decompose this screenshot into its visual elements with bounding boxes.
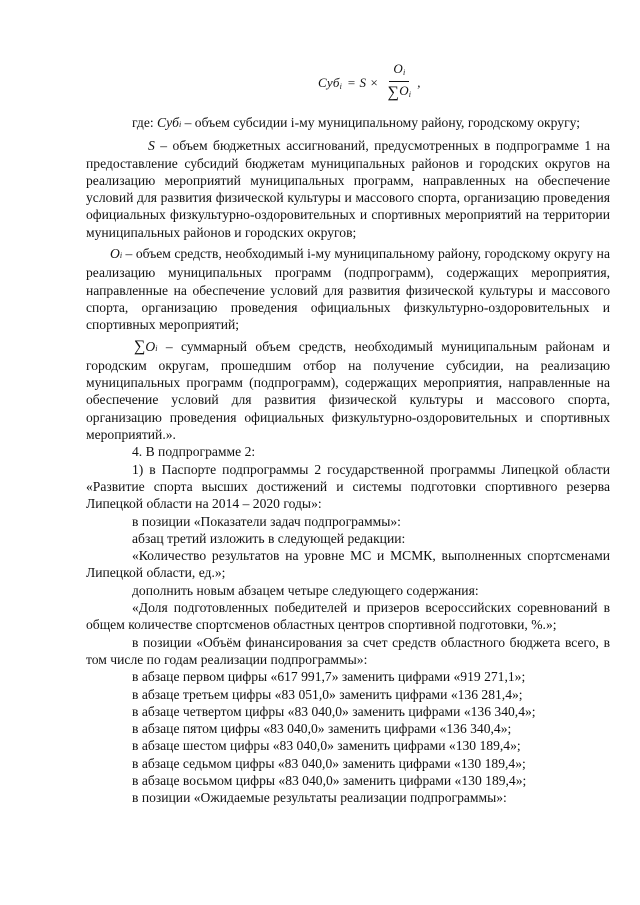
paragraph-definition-s: S – объем бюджетных ассигнований, предусмотренных в подпрограмме 1 на предоставление субсидий бюджетам муниципальных районов и городских округов на реализацию мероприятий муниципальных программ, направленных на обеспечение условий для развития физической культуры и массового спорта, организацию проведения официальных физкультурно-оздоровительных и спортивных мероприятий на территории муниципальных районов и городских округов; (86, 138, 610, 240)
paragraph-add-abzac: дополнить новым абзацем четыре следующего содержания: (132, 582, 479, 598)
formula-fraction (386, 62, 414, 103)
formula-denominator: $\sum O_i$ (387, 83, 412, 101)
paragraph-definition-subsidy: где: Субi – объем субсидии i-му муниципальному району, городскому округу; (132, 115, 581, 130)
paragraph-expected-results: в позиции «Ожидаемые результаты реализации подпрограммы»: (132, 790, 507, 806)
paragraph-replace-5: в абзаце пятом цифры «83 040,0» заменить цифрами «136 340,4»; (132, 721, 512, 737)
paragraph-replace-4: в абзаце четвертом цифры «83 040,0» заменить цифрами «136 340,4»; (132, 703, 536, 719)
paragraph-replace-7: в абзаце седьмом цифры «83 040,0» заменить цифрами «130 189,4»; (132, 755, 526, 771)
paragraph-financing-position: в позиции «Объём финансирования за счет средств областного бюджета всего, в том числе по годам реализации подпрограммы»: (86, 634, 610, 667)
paragraph-third-abzac: абзац третий изложить в следующей редакции: (132, 530, 406, 546)
paragraph-replace-6: в абзаце шестом цифры «83 040,0» заменить цифрами «130 189,4»; (132, 738, 521, 754)
formula-numerator: $O_i$ (389, 62, 409, 82)
paragraph-definition-sum-oi: ∑Oi – суммарный объем средств, необходимый муниципальным районам и городским округам, прошедшим отбор на получение субсидии, на реализацию муниципальных программ (подпрограмм), содержащих мероприятия, направленные на обеспечение условий для развития физической культуры и массового спорта, организацию проведения официальных физкультурно-оздоровительных и спортивных мероприятий.». (86, 337, 610, 443)
paragraph-replace-8: в абзаце восьмом цифры «83 040,0» заменить цифрами «130 189,4»; (132, 772, 527, 788)
paragraph-subprogram-2: 4. В подпрограмме 2: (132, 444, 256, 460)
formula-lhs: Суб$_i$ (318, 74, 343, 91)
formula-eq: = S × (347, 74, 379, 90)
paragraph-definition-oi: Oi – объем средств, необходимый i-му муниципальному району, городскому округу на реализацию муниципальных программ (подпрограмм), содержащих мероприятия, направленные на обеспечение условий для развития физической культуры и массового спорта, организацию проведения официальных физкультурно-оздоровительных и спортивных мероприятий; (86, 246, 610, 333)
paragraph-replace-3: в абзаце третьем цифры «83 051,0» заменить цифрами «136 281,4»; (132, 686, 523, 702)
formula-tail: , (417, 74, 421, 90)
paragraph-quote-results: «Количество результатов на уровне МС и МСМК, выполненных спортсменами Липецкой области, ед.»; (86, 548, 610, 581)
subsidy-formula (318, 62, 421, 103)
paragraph-quote-share: «Доля подготовленных победителей и призеров всероссийских соревнований в общем количестве спортсменов областных центров спортивной подготовки, %.»; (86, 600, 610, 633)
paragraph-replace-1: в абзаце первом цифры «617 991,7» заменить цифрами «919 271,1»; (132, 669, 526, 685)
paragraph-passport: 1) в Паспорте подпрограммы 2 государственной программы Липецкой области «Развитие спорта высших достижений и системы подготовки спортивного резерва Липецкой области на 2014 – 2020 годы»: (86, 461, 610, 512)
paragraph-indicators-position: в позиции «Показатели задач подпрограммы»: (132, 513, 401, 529)
document-body (86, 114, 610, 807)
